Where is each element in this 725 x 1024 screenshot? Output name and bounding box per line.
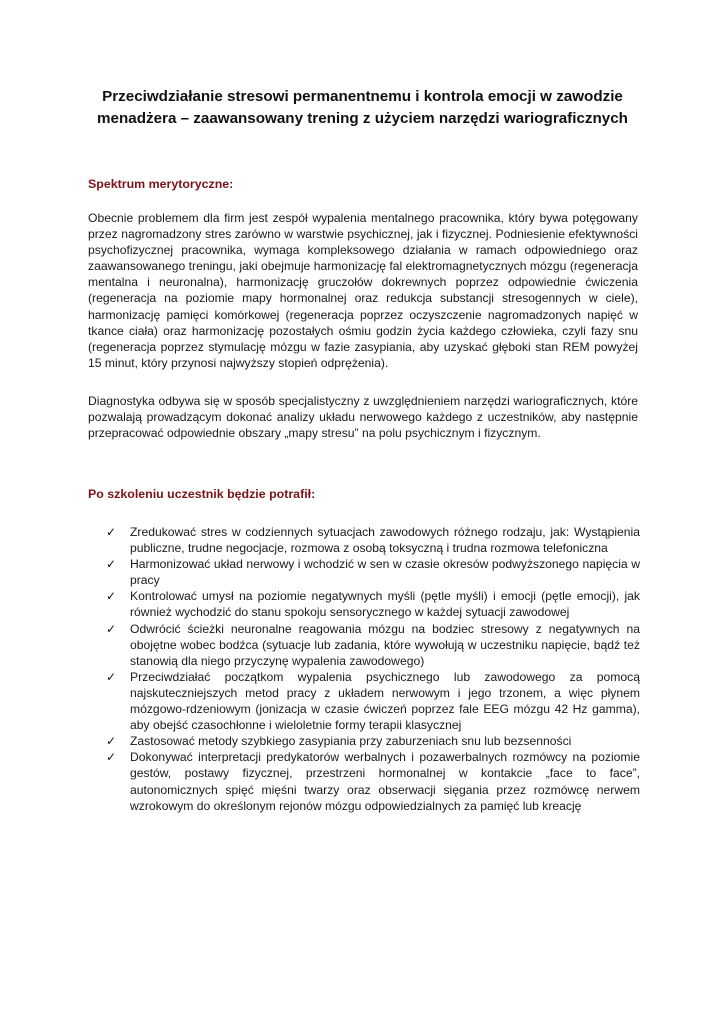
document-title [60, 86, 665, 130]
list-item-text: Kontrolować umysł na poziomie negatywnych myśli (pętle myśli) i emocji (pętle emocji), jak również wychodzić do stanu spokoju sensorycznego w każdej sytuacji zawodowej [130, 589, 640, 620]
list-item-text: Zredukować stres w codziennych sytuacjach zawodowych różnego rodzaju, jak: Wystąpienia publiczne, trudne negocjacje, rozmowa z osobą toksyczną i trudna rozmowa telefoniczna [130, 525, 640, 556]
title-line-2: menadżera – zaawansowany trening z użyciem narzędzi wariograficznych [97, 110, 628, 127]
checkmark-icon: ✓ [106, 589, 117, 604]
list-item [100, 621, 640, 669]
list-item [100, 556, 640, 588]
list-item [100, 588, 640, 620]
checkmark-icon: ✓ [106, 557, 117, 572]
section-heading-outcomes: Po szkoleniu uczestnik będzie potrafił: [88, 487, 316, 501]
section-heading-scope: Spektrum merytoryczne: [88, 177, 234, 191]
checkmark-icon: ✓ [106, 750, 117, 765]
list-item-text: Przeciwdziałać początkom wypalenia psychicznego lub zawodowego za pomocą najskuteczniejszych metod pracy z układem nerwowym i jego trzonem, a więc płynem mózgowo-rdzeniowym (jonizacja w czasie ćwiczeń poprzez fale EEG mózgu 42 Hz gamma), aby obejść czasochłonne i wieloletnie formy terapii klasycznej [130, 669, 640, 733]
list-item [100, 733, 640, 749]
checkmark-icon: ✓ [106, 734, 117, 749]
list-item-text: Dokonywać interpretacji predykatorów werbalnych i pozawerbalnych rozmówcy na poziomie gestów, postawy fizycznej, przestrzeni hormonalnej w kontakcie „face to face”, autonomicznych spięć mięśni twarzy oraz obserwacji sięgania przez rozmówcę nerwem wzrokowym do określonym rejonów mózgu odpowiedzialnych za pamięć lub kreację [130, 750, 640, 813]
checkmark-icon: ✓ [106, 525, 117, 539]
checkmark-icon: ✓ [106, 621, 117, 636]
list-item [100, 524, 640, 556]
list-item-text: Zastosować metody szybkiego zasypiania przy zaburzeniach snu lub bezsenności [130, 734, 572, 749]
outcomes-list [100, 524, 640, 814]
paragraph-diagnostics: Diagnostyka odbywa się w sposób specjalistyczny z uwzględnieniem narzędzi wariograficznych, które pozwalają prowadzącym dokonać analizy układu nerwowego każdego z uczestników, aby następnie przepracować odpowiednie obszary „mapy stresu” na polu psychicznym i fizycznym. [88, 394, 638, 441]
list-item [100, 669, 640, 733]
paragraph-problem: Obecnie problemem dla firm jest zespół wypalenia mentalnego pracownika, który bywa potęgowany przez nagromadzony stres zarówno w warstwie psychicznej, jak i fizycznej. Podniesienie efektywności psychofizycznej pracownika, wymaga kompleksowego działania w ramach odpowiedniego oraz zaawansowanego treningu, jaki obejmuje harmonizację fal elektromagnetycznych mózgu (regeneracja mentalna i neuronalna), harmonizację gruczołów dokrewnych poprzez odpowiednie ćwiczenia (regeneracja na poziomie mapy hormonalnej oraz redukcja substancji stresogennych w ciele), harmonizację pamięci komórkowej (regeneracja poprzez oczyszczenie nagromadzonych napięć w tkance ciała) oraz harmonizację pozostałych ośmiu godzin życia każdego człowieka, czyli fazy snu (regeneracja poprzez stymulację mózgu w fazie zasypiania, aby uzyskać głęboki stan REM powyżej 15 minut, który przynosi najwyższy stopień odprężenia). [88, 211, 638, 370]
checkmark-icon: ✓ [106, 669, 117, 684]
list-item [100, 749, 640, 813]
title-line-1: Przeciwdziałanie stresowi permanentnemu i kontrola emocji w zawodzie [102, 88, 623, 105]
list-item-text: Harmonizować układ nerwowy i wchodzić w sen w czasie okresów podwyższonego napięcia w pracy [130, 557, 640, 588]
list-item-text: Odwrócić ścieżki neuronalne reagowania mózgu na bodziec stresowy z negatywnych na obojętne wobec bodźca (sytuacje lub zadania, które wywołują w uczestniku napięcie, bądź też stanowią dla niego przyczynę wypalenia zawodowego) [130, 621, 640, 668]
